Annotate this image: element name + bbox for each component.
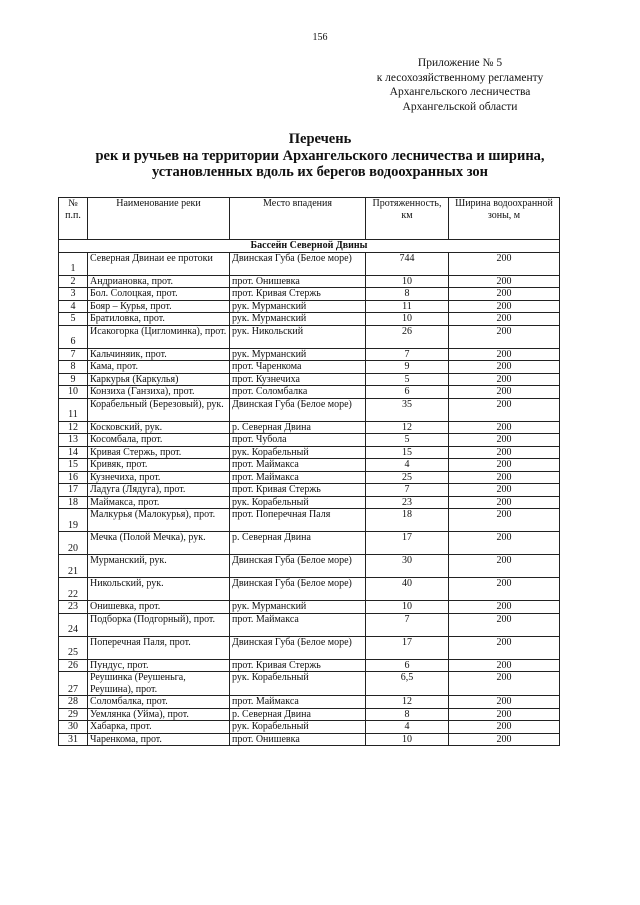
cell-river-name: Бол. Солоцкая, прот. <box>88 288 230 301</box>
cell-num: 18 <box>59 496 88 509</box>
cell-mouth: рук. Мурманский <box>230 601 366 614</box>
cell-mouth: рук. Корабельный <box>230 446 366 459</box>
title-line-1: Перечень <box>288 131 352 147</box>
table-header-row <box>59 198 560 240</box>
cell-river-name: Косковский, рук. <box>88 421 230 434</box>
table-row <box>59 446 560 459</box>
cell-length: 9 <box>366 361 449 374</box>
cell-length: 6 <box>366 386 449 399</box>
cell-mouth: р. Северная Двина <box>230 421 366 434</box>
table-row <box>59 672 560 696</box>
document-title <box>40 131 600 181</box>
table-row <box>59 386 560 399</box>
cell-zone-width: 200 <box>449 348 560 361</box>
cell-num: 11 <box>59 398 88 421</box>
table-row <box>59 421 560 434</box>
table-row <box>59 288 560 301</box>
header-name: Наименование реки <box>88 198 230 240</box>
cell-length: 15 <box>366 446 449 459</box>
cell-length: 40 <box>366 578 449 601</box>
cell-river-name: Северная Двинаи ее протоки <box>88 252 230 275</box>
cell-length: 11 <box>366 300 449 313</box>
table-row <box>59 601 560 614</box>
cell-mouth: Двинская Губа (Белое море) <box>230 578 366 601</box>
table-row <box>59 733 560 746</box>
cell-mouth: прот. Онишевка <box>230 275 366 288</box>
cell-num: 2 <box>59 275 88 288</box>
cell-zone-width: 200 <box>449 373 560 386</box>
cell-length: 10 <box>366 313 449 326</box>
cell-num: 28 <box>59 696 88 709</box>
cell-mouth: р. Северная Двина <box>230 532 366 555</box>
rivers-table <box>58 197 560 746</box>
cell-mouth: прот. Кривая Стержь <box>230 288 366 301</box>
cell-river-name: Конзиха (Ганзиха), прот. <box>88 386 230 399</box>
cell-river-name: Исакогорка (Цигломинка), прот. <box>88 325 230 348</box>
cell-river-name: Андриановка, прот. <box>88 275 230 288</box>
cell-zone-width: 200 <box>449 484 560 497</box>
table-row <box>59 459 560 472</box>
cell-num: 19 <box>59 509 88 532</box>
cell-zone-width: 200 <box>449 446 560 459</box>
cell-length: 7 <box>366 348 449 361</box>
table-row <box>59 252 560 275</box>
cell-length: 25 <box>366 471 449 484</box>
cell-zone-width: 200 <box>449 601 560 614</box>
table-row <box>59 636 560 659</box>
cell-mouth: прот. Кузнечиха <box>230 373 366 386</box>
cell-zone-width: 200 <box>449 313 560 326</box>
cell-length: 8 <box>366 708 449 721</box>
cell-zone-width: 200 <box>449 532 560 555</box>
cell-mouth: рук. Корабельный <box>230 496 366 509</box>
cell-river-name: Онишевка, прот. <box>88 601 230 614</box>
cell-zone-width: 200 <box>449 636 560 659</box>
cell-mouth: рук. Мурманский <box>230 348 366 361</box>
cell-river-name: Чаренкома, прот. <box>88 733 230 746</box>
cell-num: 5 <box>59 313 88 326</box>
table-row <box>59 398 560 421</box>
cell-mouth: прот. Чубола <box>230 434 366 447</box>
cell-num: 30 <box>59 721 88 734</box>
cell-length: 17 <box>366 636 449 659</box>
cell-zone-width: 200 <box>449 659 560 672</box>
cell-zone-width: 200 <box>449 398 560 421</box>
cell-num: 10 <box>59 386 88 399</box>
cell-river-name: Корабельный (Березовый), рук. <box>88 398 230 421</box>
cell-mouth: р. Северная Двина <box>230 708 366 721</box>
table-row <box>59 555 560 578</box>
cell-mouth: рук. Никольский <box>230 325 366 348</box>
appendix-note <box>340 56 580 114</box>
table-row <box>59 696 560 709</box>
cell-river-name: Каркурья (Каркулья) <box>88 373 230 386</box>
cell-zone-width: 200 <box>449 252 560 275</box>
cell-length: 35 <box>366 398 449 421</box>
table-row <box>59 348 560 361</box>
cell-mouth: рук. Мурманский <box>230 313 366 326</box>
cell-mouth: Двинская Губа (Белое море) <box>230 252 366 275</box>
cell-river-name: Соломбалка, прот. <box>88 696 230 709</box>
cell-river-name: Никольский, рук. <box>88 578 230 601</box>
cell-river-name: Ладуга (Лядуга), прот. <box>88 484 230 497</box>
cell-river-name: Бояр – Курья, прот. <box>88 300 230 313</box>
cell-zone-width: 200 <box>449 275 560 288</box>
cell-length: 4 <box>366 721 449 734</box>
cell-mouth: прот. Маймакса <box>230 471 366 484</box>
cell-zone-width: 200 <box>449 288 560 301</box>
cell-num: 12 <box>59 421 88 434</box>
cell-length: 17 <box>366 532 449 555</box>
appendix-line-4: Архангельской области <box>402 100 518 113</box>
cell-river-name: Братиловка, прот. <box>88 313 230 326</box>
cell-num: 24 <box>59 613 88 636</box>
table-row <box>59 578 560 601</box>
cell-zone-width: 200 <box>449 696 560 709</box>
cell-num: 26 <box>59 659 88 672</box>
cell-length: 10 <box>366 601 449 614</box>
cell-length: 7 <box>366 613 449 636</box>
cell-zone-width: 200 <box>449 555 560 578</box>
cell-length: 6 <box>366 659 449 672</box>
cell-num: 17 <box>59 484 88 497</box>
cell-river-name: Кама, прот. <box>88 361 230 374</box>
cell-length: 744 <box>366 252 449 275</box>
cell-zone-width: 200 <box>449 578 560 601</box>
cell-num: 4 <box>59 300 88 313</box>
header-width: Ширина водоохранной зоны, м <box>449 198 560 240</box>
cell-river-name: Пундус, прот. <box>88 659 230 672</box>
cell-num: 8 <box>59 361 88 374</box>
table-row <box>59 613 560 636</box>
table-row <box>59 659 560 672</box>
cell-num: 3 <box>59 288 88 301</box>
cell-zone-width: 200 <box>449 708 560 721</box>
cell-zone-width: 200 <box>449 471 560 484</box>
cell-num: 16 <box>59 471 88 484</box>
cell-mouth: рук. Корабельный <box>230 721 366 734</box>
cell-length: 10 <box>366 275 449 288</box>
cell-river-name: Хабарка, прот. <box>88 721 230 734</box>
table-row <box>59 484 560 497</box>
cell-length: 12 <box>366 696 449 709</box>
cell-river-name: Кальчиняик, прот. <box>88 348 230 361</box>
cell-length: 10 <box>366 733 449 746</box>
cell-mouth: прот. Соломбалка <box>230 386 366 399</box>
cell-mouth: Двинская Губа (Белое море) <box>230 398 366 421</box>
cell-zone-width: 200 <box>449 733 560 746</box>
cell-mouth: прот. Онишевка <box>230 733 366 746</box>
cell-mouth: прот. Кривая Стержь <box>230 484 366 497</box>
table-row <box>59 532 560 555</box>
table-row <box>59 434 560 447</box>
cell-num: 22 <box>59 578 88 601</box>
table-row <box>59 509 560 532</box>
cell-mouth: Двинская Губа (Белое море) <box>230 636 366 659</box>
cell-mouth: прот. Поперечная Паля <box>230 509 366 532</box>
page-number: 156 <box>312 32 328 43</box>
cell-length: 7 <box>366 484 449 497</box>
section-title: Бассейн Северной Двины <box>59 240 560 253</box>
cell-river-name: Реушинка (Реушеньга, Реушина), прот. <box>88 672 230 696</box>
section-row <box>59 240 560 253</box>
cell-zone-width: 200 <box>449 509 560 532</box>
cell-mouth: рук. Корабельный <box>230 672 366 696</box>
table-row <box>59 496 560 509</box>
cell-zone-width: 200 <box>449 300 560 313</box>
cell-num: 27 <box>59 672 88 696</box>
cell-river-name: Подборка (Подгорный), прот. <box>88 613 230 636</box>
table-row <box>59 325 560 348</box>
appendix-line-1: Приложение № 5 <box>417 57 503 69</box>
cell-length: 26 <box>366 325 449 348</box>
cell-river-name: Косомбала, прот. <box>88 434 230 447</box>
cell-zone-width: 200 <box>449 361 560 374</box>
appendix-line-3: Архангельского лесничества <box>389 86 531 98</box>
table-row <box>59 275 560 288</box>
cell-num: 6 <box>59 325 88 348</box>
cell-river-name: Уемлянка (Уйма), прот. <box>88 708 230 721</box>
cell-zone-width: 200 <box>449 434 560 447</box>
cell-num: 29 <box>59 708 88 721</box>
table-row <box>59 721 560 734</box>
cell-river-name: Маймакса, прот. <box>88 496 230 509</box>
appendix-line-2: к лесохозяйственному регламенту <box>376 71 544 84</box>
cell-length: 18 <box>366 509 449 532</box>
cell-river-name: Кривая Стержь, прот. <box>88 446 230 459</box>
cell-zone-width: 200 <box>449 386 560 399</box>
cell-zone-width: 200 <box>449 613 560 636</box>
cell-zone-width: 200 <box>449 421 560 434</box>
cell-mouth: прот. Маймакса <box>230 696 366 709</box>
header-num: № п.п. <box>59 198 88 240</box>
cell-zone-width: 200 <box>449 459 560 472</box>
header-mouth: Место впадения <box>230 198 366 240</box>
cell-zone-width: 200 <box>449 496 560 509</box>
cell-num: 21 <box>59 555 88 578</box>
title-line-2: рек и ручьев на территории Архангельского лесничества и ширина, <box>95 147 545 164</box>
cell-river-name: Малкурья (Малокурья), прот. <box>88 509 230 532</box>
title-line-3: установленных вдоль их берегов водоохранных зон <box>151 164 489 180</box>
cell-num: 31 <box>59 733 88 746</box>
cell-length: 5 <box>366 434 449 447</box>
cell-num: 25 <box>59 636 88 659</box>
cell-num: 1 <box>59 252 88 275</box>
header-length: Протяженность, км <box>366 198 449 240</box>
cell-length: 6,5 <box>366 672 449 696</box>
cell-mouth: рук. Мурманский <box>230 300 366 313</box>
cell-length: 12 <box>366 421 449 434</box>
cell-length: 4 <box>366 459 449 472</box>
table-row <box>59 373 560 386</box>
cell-num: 14 <box>59 446 88 459</box>
cell-num: 15 <box>59 459 88 472</box>
cell-length: 8 <box>366 288 449 301</box>
cell-num: 9 <box>59 373 88 386</box>
table-row <box>59 471 560 484</box>
cell-num: 13 <box>59 434 88 447</box>
cell-length: 23 <box>366 496 449 509</box>
cell-num: 23 <box>59 601 88 614</box>
cell-river-name: Кривяк, прот. <box>88 459 230 472</box>
cell-num: 20 <box>59 532 88 555</box>
cell-zone-width: 200 <box>449 672 560 696</box>
cell-river-name: Мурманский, рук. <box>88 555 230 578</box>
cell-zone-width: 200 <box>449 721 560 734</box>
cell-length: 30 <box>366 555 449 578</box>
cell-mouth: Двинская Губа (Белое море) <box>230 555 366 578</box>
cell-river-name: Кузнечиха, прот. <box>88 471 230 484</box>
table-row <box>59 300 560 313</box>
cell-mouth: прот. Чаренкома <box>230 361 366 374</box>
cell-mouth: прот. Маймакса <box>230 459 366 472</box>
cell-zone-width: 200 <box>449 325 560 348</box>
cell-mouth: прот. Маймакса <box>230 613 366 636</box>
cell-river-name: Поперечная Паля, прот. <box>88 636 230 659</box>
cell-length: 5 <box>366 373 449 386</box>
table-row <box>59 361 560 374</box>
table-row <box>59 313 560 326</box>
cell-num: 7 <box>59 348 88 361</box>
cell-mouth: прот. Кривая Стержь <box>230 659 366 672</box>
table-row <box>59 708 560 721</box>
cell-river-name: Мечка (Полой Мечка), рук. <box>88 532 230 555</box>
